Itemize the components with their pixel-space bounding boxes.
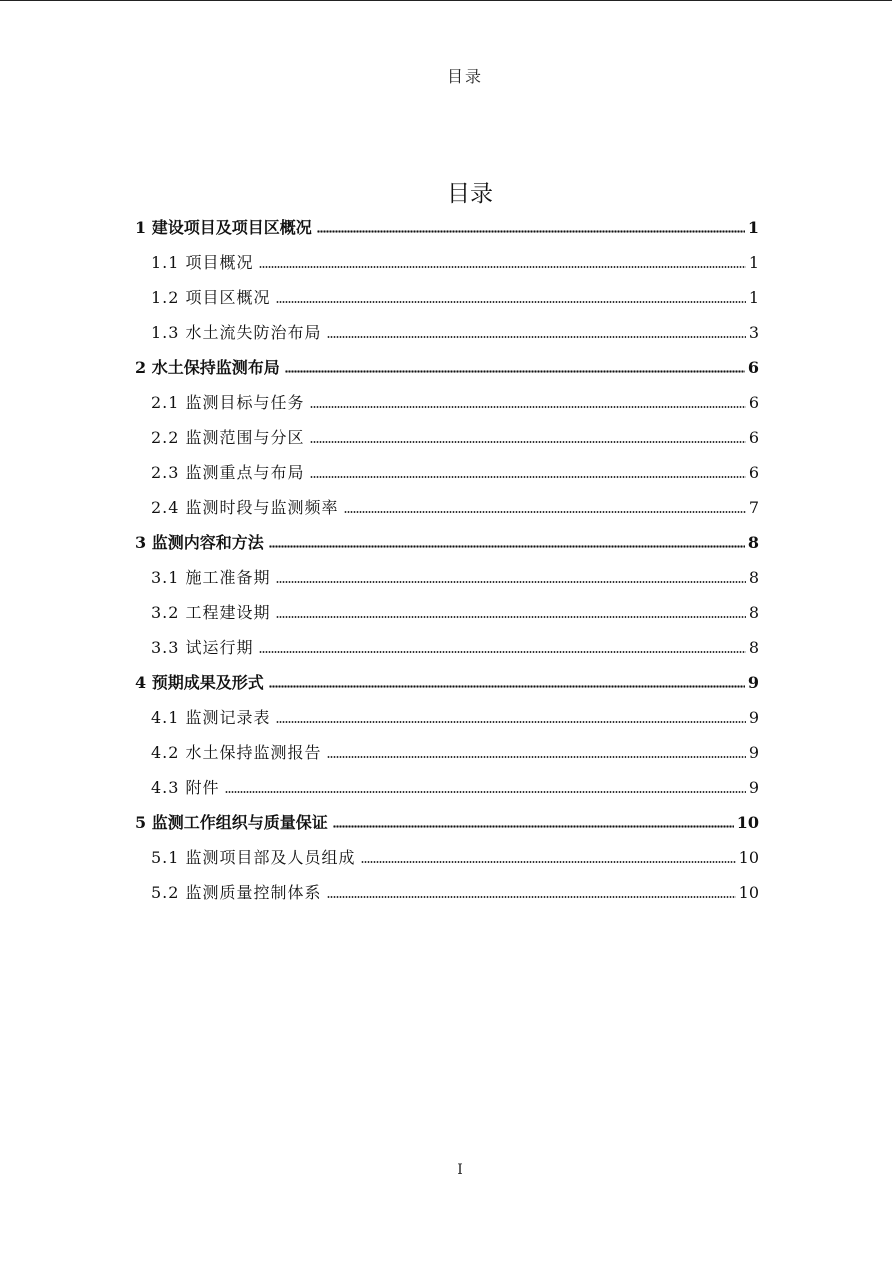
toc-chapter-entry[interactable] bbox=[135, 350, 759, 385]
toc-entry-page-number: 6 bbox=[748, 463, 759, 482]
toc-entry-page-number: 10 bbox=[738, 848, 759, 867]
toc-chapter-entry[interactable] bbox=[135, 525, 759, 560]
toc-entry-page-number: 1 bbox=[748, 288, 759, 307]
toc-dot-leader bbox=[269, 545, 745, 548]
toc-dot-leader bbox=[259, 651, 746, 653]
toc-entry-label: 2.2 监测范围与分区 bbox=[151, 428, 305, 447]
toc-entry-page-number: 9 bbox=[748, 743, 759, 762]
toc-dot-leader bbox=[276, 581, 746, 583]
toc-entry-label: 5 监测工作组织与质量保证 bbox=[135, 813, 328, 832]
toc-entry-page-number: 9 bbox=[747, 673, 759, 692]
toc-entry-label: 1.1 项目概况 bbox=[151, 253, 254, 272]
toc-dot-leader bbox=[344, 511, 746, 513]
toc-entry-label: 1 建设项目及项目区概况 bbox=[135, 218, 312, 237]
toc-dot-leader bbox=[285, 370, 745, 373]
toc-section-entry[interactable] bbox=[135, 315, 759, 350]
toc-entry-page-number: 3 bbox=[748, 323, 759, 342]
toc-section-entry[interactable] bbox=[135, 875, 759, 910]
toc-entry-label: 5.1 监测项目部及人员组成 bbox=[151, 848, 356, 867]
toc-entry-label: 4.1 监测记录表 bbox=[151, 708, 271, 727]
toc-dot-leader bbox=[361, 861, 736, 863]
toc-entry-label: 4.2 水土保持监测报告 bbox=[151, 743, 322, 762]
toc-entry-page-number: 9 bbox=[748, 778, 759, 797]
toc-section-entry[interactable] bbox=[135, 840, 759, 875]
toc-section-entry[interactable] bbox=[135, 630, 759, 665]
toc-entry-page-number: 8 bbox=[748, 603, 759, 622]
toc-section-entry[interactable] bbox=[135, 420, 759, 455]
page-title: 目录 bbox=[447, 181, 493, 207]
toc-section-entry[interactable] bbox=[135, 595, 759, 630]
toc-entry-label: 1.3 水土流失防治布局 bbox=[151, 323, 322, 342]
toc-dot-leader bbox=[327, 756, 746, 758]
toc-entry-page-number: 10 bbox=[736, 813, 759, 832]
toc-entry-page-number: 8 bbox=[748, 638, 759, 657]
toc-section-entry[interactable] bbox=[135, 385, 759, 420]
toc-dot-leader bbox=[276, 721, 746, 723]
toc-entry-label: 1.2 项目区概况 bbox=[151, 288, 271, 307]
toc-section-entry[interactable] bbox=[135, 700, 759, 735]
toc-entry-page-number: 7 bbox=[748, 498, 759, 517]
toc-dot-leader bbox=[276, 616, 746, 618]
toc-dot-leader bbox=[225, 791, 746, 793]
toc-entry-label: 3 监测内容和方法 bbox=[135, 533, 264, 552]
toc-entry-page-number: 9 bbox=[748, 708, 759, 727]
toc-entry-page-number: 8 bbox=[748, 568, 759, 587]
toc-dot-leader bbox=[327, 336, 746, 338]
toc-dot-leader bbox=[310, 476, 746, 478]
toc-entry-page-number: 6 bbox=[747, 358, 759, 377]
toc-entry-label: 2 水土保持监测布局 bbox=[135, 358, 280, 377]
toc-section-entry[interactable] bbox=[135, 280, 759, 315]
toc-dot-leader bbox=[310, 406, 746, 408]
toc-entry-page-number: 1 bbox=[748, 253, 759, 272]
toc-entry-label: 2.4 监测时段与监测频率 bbox=[151, 498, 339, 517]
toc-dot-leader bbox=[310, 441, 746, 443]
toc-section-entry[interactable] bbox=[135, 735, 759, 770]
toc-dot-leader bbox=[327, 896, 736, 898]
toc-section-entry[interactable] bbox=[135, 770, 759, 805]
toc-entry-page-number: 10 bbox=[738, 883, 759, 902]
toc-entry-label: 3.2 工程建设期 bbox=[151, 603, 271, 622]
toc-section-entry[interactable] bbox=[135, 245, 759, 280]
toc-dot-leader bbox=[276, 301, 746, 303]
page-number: I bbox=[457, 1162, 463, 1178]
toc-entry-page-number: 8 bbox=[747, 533, 759, 552]
toc-dot-leader bbox=[317, 230, 745, 233]
toc-dot-leader bbox=[269, 685, 745, 688]
toc-entry-page-number: 6 bbox=[748, 428, 759, 447]
toc-dot-leader bbox=[259, 266, 746, 268]
running-header: 目录 bbox=[446, 67, 483, 86]
toc-entry-label: 4 预期成果及形式 bbox=[135, 673, 264, 692]
toc-entry-label: 4.3 附件 bbox=[151, 778, 220, 797]
toc-entry-page-number: 1 bbox=[747, 218, 759, 237]
toc-entry-label: 5.2 监测质量控制体系 bbox=[151, 883, 322, 902]
top-border-line bbox=[0, 0, 892, 1]
toc-section-entry[interactable] bbox=[135, 560, 759, 595]
toc-entry-label: 3.1 施工准备期 bbox=[151, 568, 271, 587]
toc-section-entry[interactable] bbox=[135, 455, 759, 490]
toc-chapter-entry[interactable] bbox=[135, 665, 759, 700]
toc-entry-label: 2.3 监测重点与布局 bbox=[151, 463, 305, 482]
toc-section-entry[interactable] bbox=[135, 490, 759, 525]
toc-entry-label: 2.1 监测目标与任务 bbox=[151, 393, 305, 412]
toc-chapter-entry[interactable] bbox=[135, 805, 759, 840]
table-of-contents bbox=[135, 210, 759, 910]
toc-entry-label: 3.3 试运行期 bbox=[151, 638, 254, 657]
toc-entry-page-number: 6 bbox=[748, 393, 759, 412]
toc-dot-leader bbox=[333, 825, 734, 828]
toc-chapter-entry[interactable] bbox=[135, 210, 759, 245]
